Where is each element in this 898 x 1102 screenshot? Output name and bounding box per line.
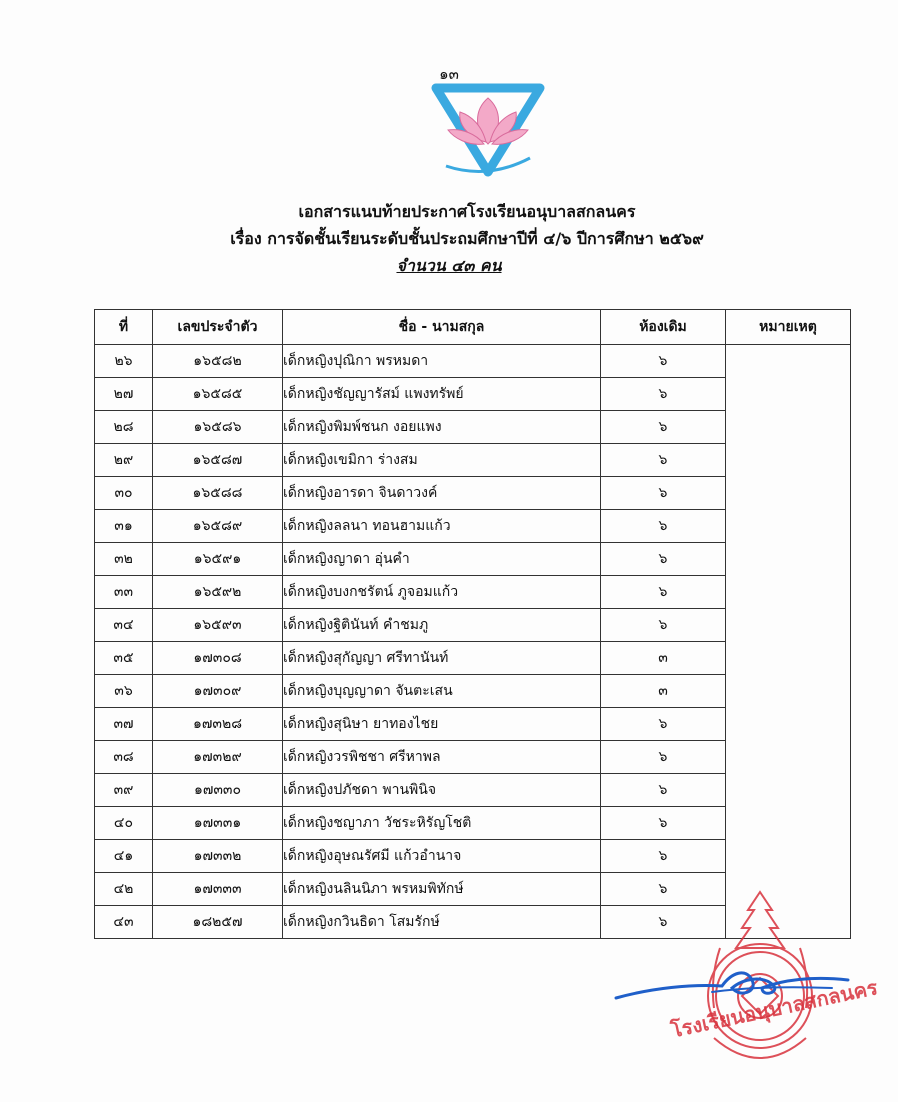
row-number: ๔๑ — [95, 840, 153, 873]
school-logo — [428, 80, 548, 178]
former-room: ๖ — [601, 411, 726, 444]
student-id: ๑๗๓๒๙ — [153, 741, 283, 774]
student-id: ๑๖๕๙๒ — [153, 576, 283, 609]
student-id: ๑๖๕๘๕ — [153, 378, 283, 411]
student-name: เด็กหญิงชัญญารัสม์ แพงทรัพย์ — [283, 378, 601, 411]
header-remark: หมายเหตุ — [726, 310, 851, 345]
former-room: ๖ — [601, 510, 726, 543]
row-number: ๒๙ — [95, 444, 153, 477]
document-header — [0, 198, 898, 279]
student-id: ๑๗๓๓๑ — [153, 807, 283, 840]
student-name: เด็กหญิงอารดา จินดาวงค์ — [283, 477, 601, 510]
former-room: ๖ — [601, 906, 726, 939]
former-room: ๖ — [601, 378, 726, 411]
header-subject: เรื่อง การจัดชั้นเรียนระดับชั้นประถมศึกษาปีที่ ๔/๖ ปีการศึกษา ๒๕๖๙ — [230, 229, 704, 248]
row-number: ๓๐ — [95, 477, 153, 510]
student-name: เด็กหญิงปภัชดา พานพินิจ — [283, 774, 601, 807]
former-room: ๓ — [601, 642, 726, 675]
student-id: ๑๗๓๓๐ — [153, 774, 283, 807]
header-name: ชื่อ - นามสกุล — [283, 310, 601, 345]
student-id: ๑๗๓๒๘ — [153, 708, 283, 741]
student-name: เด็กหญิงเขมิกา ร่างสม — [283, 444, 601, 477]
student-name: เด็กหญิงวรพิชชา ศรีหาพล — [283, 741, 601, 774]
row-number: ๓๗ — [95, 708, 153, 741]
student-name: เด็กหญิงลลนา ทอนฮามแก้ว — [283, 510, 601, 543]
table-row — [95, 345, 851, 378]
student-id: ๑๖๕๘๗ — [153, 444, 283, 477]
student-name: เด็กหญิงสุนิษา ยาทองไชย — [283, 708, 601, 741]
student-name: เด็กหญิงชญาภา วัชระหิรัญโชติ — [283, 807, 601, 840]
student-id: ๑๖๕๘๒ — [153, 345, 283, 378]
student-name: เด็กหญิงบงกชรัตน์ ภูจอมแก้ว — [283, 576, 601, 609]
former-room: ๖ — [601, 741, 726, 774]
student-name: เด็กหญิงอุษณรัศมี แก้วอำนาจ — [283, 840, 601, 873]
student-id: ๑๗๓๓๒ — [153, 840, 283, 873]
row-number: ๒๘ — [95, 411, 153, 444]
former-room: ๖ — [601, 345, 726, 378]
student-count: จำนวน ๔๓ คน — [396, 256, 502, 275]
row-number: ๓๖ — [95, 675, 153, 708]
student-name: เด็กหญิงฐิตินันท์ คำชมภู — [283, 609, 601, 642]
former-room: ๖ — [601, 477, 726, 510]
student-id: ๑๖๕๘๙ — [153, 510, 283, 543]
table-header-row — [95, 310, 851, 345]
former-room: ๖ — [601, 609, 726, 642]
row-number: ๓๔ — [95, 609, 153, 642]
student-name: เด็กหญิงพิมพ์ชนก งอยแพง — [283, 411, 601, 444]
student-table — [94, 309, 851, 939]
former-room: ๖ — [601, 543, 726, 576]
seal-caption: โรงเรียนอนุบาลสกลนคร — [668, 975, 880, 1043]
student-name: เด็กหญิงนลินนิภา พรหมพิทักษ์ — [283, 873, 601, 906]
student-name: เด็กหญิงปุณิกา พรหมดา — [283, 345, 601, 378]
row-number: ๓๑ — [95, 510, 153, 543]
former-room: ๓ — [601, 675, 726, 708]
former-room: ๖ — [601, 873, 726, 906]
student-id: ๑๖๕๙๑ — [153, 543, 283, 576]
student-id: ๑๗๓๐๘ — [153, 642, 283, 675]
former-room: ๖ — [601, 576, 726, 609]
student-name: เด็กหญิงสุกัญญา ศรีทานันท์ — [283, 642, 601, 675]
row-number: ๓๕ — [95, 642, 153, 675]
page-number: ๑๓ — [439, 65, 459, 83]
former-room: ๖ — [601, 444, 726, 477]
header-id: เลขประจำตัว — [153, 310, 283, 345]
former-room: ๖ — [601, 774, 726, 807]
student-name: เด็กหญิงญาดา อุ่นคำ — [283, 543, 601, 576]
header-room: ห้องเดิม — [601, 310, 726, 345]
row-number: ๓๙ — [95, 774, 153, 807]
row-number: ๒๖ — [95, 345, 153, 378]
student-name: เด็กหญิงบุญญาดา จันตะเสน — [283, 675, 601, 708]
student-id: ๑๗๓๓๓ — [153, 873, 283, 906]
table-body — [95, 345, 851, 939]
header-no: ที่ — [95, 310, 153, 345]
student-id: ๑๘๒๕๗ — [153, 906, 283, 939]
row-number: ๔๓ — [95, 906, 153, 939]
former-room: ๖ — [601, 807, 726, 840]
student-id: ๑๖๕๘๖ — [153, 411, 283, 444]
remark-cell — [726, 345, 851, 939]
student-id: ๑๖๕๘๘ — [153, 477, 283, 510]
student-id: ๑๖๕๙๓ — [153, 609, 283, 642]
row-number: ๓๓ — [95, 576, 153, 609]
student-name: เด็กหญิงกวินธิดา โสมรักษ์ — [283, 906, 601, 939]
row-number: ๔๒ — [95, 873, 153, 906]
row-number: ๓๘ — [95, 741, 153, 774]
former-room: ๖ — [601, 840, 726, 873]
header-title: เอกสารแนบท้ายประกาศโรงเรียนอนุบาลสกลนคร — [298, 202, 636, 221]
row-number: ๒๗ — [95, 378, 153, 411]
former-room: ๖ — [601, 708, 726, 741]
student-id: ๑๗๓๐๙ — [153, 675, 283, 708]
row-number: ๔๐ — [95, 807, 153, 840]
row-number: ๓๒ — [95, 543, 153, 576]
